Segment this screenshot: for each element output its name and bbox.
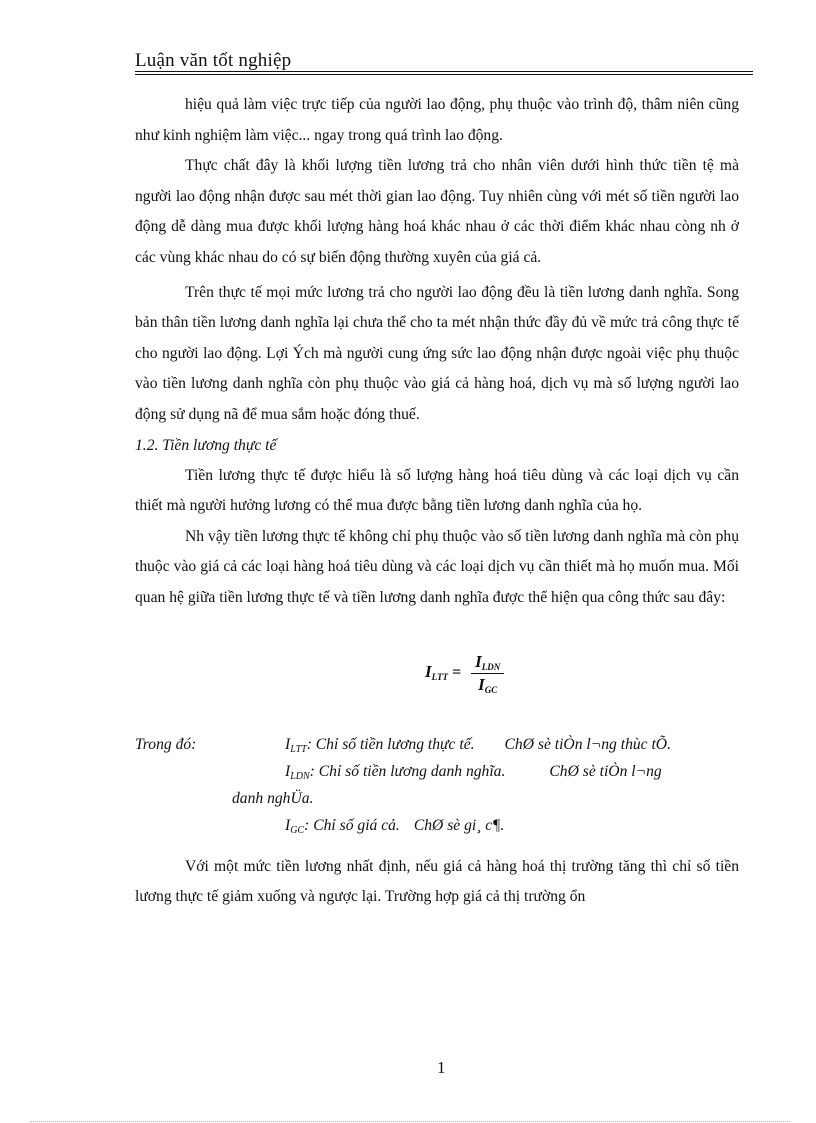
paragraph-1: hiệu quả làm việc trực tiếp của người lao động, phụ thuộc vào trình độ, thâm niên cũng như kinh nghiệm làm việc... ngay trong quá trình lao động. xyxy=(135,96,739,144)
paragraph-2: Thực chất đây là khối lượng tiền lương trả cho nhân viên dưới hình thức tiền tệ mà người lao động nhận được sau mét thời gian lao động. Tuy nhiên cùng với mét số tiền người lao động dễ dàng mua được khối lượng hàng hoá khác nhau ở các thời điểm khác nhau còng nh ở các vùng khác nhau do có sự biến động thường xuyên của giá cả. xyxy=(135,157,739,266)
definition-ldn-garbled: ChØ sè tiÒn l¬ng xyxy=(549,762,662,780)
definition-ltt: $I_{LTT}$: Chỉ số tiền lương thực tế. ChØ sè tiÒn l¬ng thùc tÕ. xyxy=(285,735,671,755)
header-rule-top xyxy=(135,71,753,72)
section-heading: 1.2. Tiền lương thực tế xyxy=(135,436,277,454)
paragraph-6: Với một mức tiền lương nhất định, nếu giá cả hàng hoá thị trường tăng thì chỉ số tiền lương thực tế giảm xuống và ngược lại. Trường hợp giá cả thị trường ổn xyxy=(135,857,739,906)
formula xyxy=(135,614,739,732)
formula-expression xyxy=(425,652,504,695)
paragraph-5: Nh vậy tiền lương thực tế không chỉ phụ thuộc vào số tiền lương danh nghĩa mà còn phụ thuộc vào giá cả các loại hàng hoá tiêu dùng và các loại dịch vụ cần thiết mà họ muốn mua. Mối quan hệ giữa tiền lương thực tế và tiền lương danh nghĩa được thể hiện qua công thức sau đây: xyxy=(135,527,739,606)
page-bottom-divider xyxy=(30,1121,790,1122)
definition-ltt-garbled: ChØ sè tiÒn l¬ng thùc tÕ. xyxy=(504,735,671,753)
header-rule-bottom xyxy=(135,74,753,75)
formula-denominator: IGC xyxy=(478,674,498,695)
paragraph-3: Trên thực tế mọi mức lương trả cho người lao động đều là tiền lương danh nghĩa. Song bản thân tiền lương danh nghĩa lại chưa thể cho ta mét nhận thức đầy đủ về mức trả công thực tế cho người lao động. Lợi Ých mà người cung ứng sức lao động nhận được ngoài việc phụ thuộc vào tiền lương danh nghĩa còn phụ thuộc vào giá cả hàng hoá, dịch vụ mà số lượng người lao động sử dụng nã để mua sắm hoặc đóng thuế. xyxy=(135,283,739,423)
body-text xyxy=(135,90,739,913)
formula-lhs-sub: LTT xyxy=(431,671,448,682)
formula-lhs: I xyxy=(425,661,432,681)
definitions xyxy=(135,732,739,852)
formula-fraction xyxy=(471,652,504,695)
definition-ldn: $I_{LDN}$: Chỉ số tiền lương danh nghĩa. ChØ sè tiÒn l¬ng xyxy=(285,762,662,782)
paragraph-4: Tiền lương thực tế được hiểu là số lượng hàng hoá tiêu dùng và các loại dịch vụ cần thiết mà người hưởng lương có thể mua được bằng tiền lương danh nghĩa của họ. xyxy=(135,466,739,515)
page-number: 1 xyxy=(437,1058,446,1077)
formula-equals: = xyxy=(451,663,462,681)
definition-gc-garbled: ChØ sè gi¸ c¶. xyxy=(413,816,505,834)
definition-ldn-wrap: danh nghÜa. xyxy=(232,789,314,807)
definitions-label: Trong đó: xyxy=(135,735,197,753)
formula-numerator: ILDN xyxy=(471,652,504,674)
header-title: Luận văn tốt nghiệp xyxy=(135,50,292,71)
definition-gc: $I_{GC}$: Chỉ số giá cả. ChØ sè gi¸ c¶. xyxy=(285,816,505,836)
